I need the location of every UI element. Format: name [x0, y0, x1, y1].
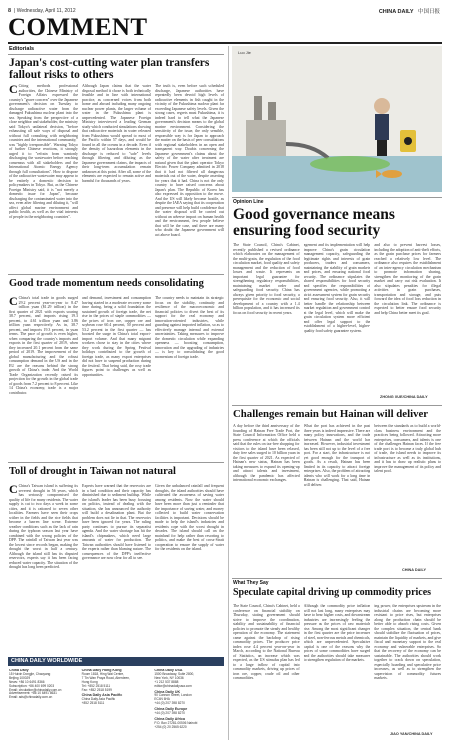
plant-building [246, 120, 286, 156]
contact-line: Room 1818, Hing Wai Centre, [81, 671, 125, 676]
contact-line: +254 (0) 20 2565 6220 [154, 724, 187, 729]
taiwan-rule [8, 462, 224, 463]
contact-line: +44 (0) 207 398 8270 [154, 701, 185, 706]
contact-line: 1500 Broadway, Suite 2800, [154, 671, 195, 676]
footer-contacts [9, 669, 224, 741]
header-rule [8, 42, 442, 44]
headline: Toll of drought in Taiwan not natural [9, 466, 176, 477]
contact-title: China Daily Europe [154, 707, 188, 712]
contact-title: China Daily Africa [154, 716, 185, 721]
body-col-3: and also to prevent harvest losses, including the adoption of anti-theft efforts, as the grain purchase prices for farmers reached a relatively low level. The ordinance also requires the establishment of an inter-agency circulation mechanism to promote information sharing, strengthen the monitoring of the grain market and carry out risk evaluation. It also stipulates penalties for illegal activities in grain purchases, transportation and storage, and puts forward the idea of food loss reduction in the circulation link. The ordinance is expected to better ensure food security and help China better meet its goal. [374, 243, 442, 315]
hainan-rule [232, 405, 442, 406]
contamination-plume [310, 156, 390, 172]
contact-line: Tel: +852 2518 5111 [81, 683, 111, 688]
contact-line: Email: circulation@chinadaily.com.cn [9, 687, 62, 692]
footer-bar [8, 657, 224, 666]
headline: Japan's cost-cutting water plan transfers fallout risks to others [9, 57, 210, 82]
figure-body [375, 114, 389, 140]
brand-text: CHINA DAILY [378, 9, 414, 15]
contact-line: editor@chinadailyusa.com [154, 683, 192, 688]
page-number: 8 [8, 8, 12, 14]
trade-rule [8, 274, 224, 275]
contact-line: Subscription: +86 400 699 0203 [9, 683, 55, 688]
article-taiwan-body [9, 484, 224, 652]
article-trade [9, 278, 224, 289]
article-hainan [233, 409, 441, 420]
contact-line: New York, NY 10036 [154, 675, 184, 680]
dropcap: C [9, 296, 18, 308]
headline: Challenges remain but Hainan will deliver [233, 408, 429, 420]
contact-line: Email: ads@chinadaily.com.cn [9, 695, 53, 700]
cartoon-panel [232, 46, 442, 192]
contact-line: Advertisement: +86 10 6491 8631 [9, 691, 57, 696]
editorials-label: Editorials [9, 46, 35, 52]
fish [382, 170, 402, 178]
body-col-1: C China's Taiwan island is suffering its severest drought in 56 years, which has seriously compromised the quality of life for many residents. The water supply is cut to two days a week in some cities, and it is rationed to seven other localities. Farmers have seen their crops wither in the fields and the rice fields that become a barren line scene. Extreme weather conditions such as the lack of rain during the typhoon season last year have combined with the wrong policies of the DPP. The rainfall of Taiwan last year was the lowest since records began, making the drought the worst in half a century. Although the island still has its disputed reservoirs, experts say it has been facing reduced water capacity. The situation of the drought has long been predicted. [9, 484, 78, 569]
contact-line: +852 2518 5111 [81, 701, 105, 706]
plant-tower-2 [268, 102, 276, 120]
contact-title: China Daily UK [154, 689, 181, 694]
contact-line: Fax: +852 2518 5199 [81, 687, 112, 692]
footer-col [154, 669, 224, 741]
discharge-pipe [286, 144, 328, 158]
cartoon-credit: Luo Jie [238, 50, 251, 55]
article-japan-water-body [9, 84, 224, 269]
masthead-brand [379, 7, 440, 15]
contact-line: EC4N 6HA [154, 697, 170, 702]
contact-title: China Daily Hong Kong [81, 669, 122, 672]
byline: ZHONG XUE/CHINA DAILY [380, 395, 428, 399]
body-col-3: Given the unbalanced rainfall and frequent droughts, the island authorities should have cultivated the awareness of saving water among residents. Now the water should have been more than just a reminder that the importance of saving water, and money collected to build water conservation facilities is important. Decisions should be made to help the island's industries and residents cope with the worst drought in decades. The island should call on the mainland for help rather than resorting to politics, and make the best of cross-Strait cooperation to ensure the supply of water for the residents on the island. [155, 484, 224, 551]
contact-line: +1 212 537 8888 [154, 679, 179, 684]
figure-head [374, 98, 390, 114]
contact-line: 90 Cannon Street, London [154, 693, 192, 698]
plant-tower [254, 96, 262, 120]
article-food-security-body [233, 243, 441, 401]
body-col-2: Experts have warned that the reservoirs are in a bad condition and their capacity has diminished due to sediment buildup. While the island's leader has been busy focusing on politics, instead of dealing with the situation, she has announced the authority will build a desalination plant. But the problem does not lie in that. The reservoirs have been ignored for years. The ruling party continues to pursue its separatist agenda. And the water shortage has hit the island's chipmakers, which need large amounts of water for production. The Taiwan authorities should have listened to the experts rather than blaming nature. The consequences of the DPP's ineffective governance are now clear for all to see. [82, 484, 151, 560]
what-they-say-label: What They Say [233, 580, 269, 586]
body-col-1: The State Council, China's Cabinet, recently published a revised ordinance which elaborates on the management of the multi-grain, the regulation of the food circulation market, food quality and safety management and the reduction of food losses and waste. It represents an important legal guarantee for strengthening regulatory responsibilities, maintaining market order and safeguarding food security. China has always given priority to food security, a prerequisite for the economic and social development of a country with a 1.4 billion population, and it has increased its focus on food security in recent years. [233, 243, 300, 315]
what-they-say-rule [232, 578, 442, 579]
body-col-1: C Citing methods professional authorities, the Chinese Ministry of Foreign Affairs expressed the country's "grave concern" over the Japanese government's decision on Tuesday to discharge radioactive water from the damaged Fukushima nuclear plant into the sea. Speaking from the perspective of a close neighbor and stakeholder, the ministry said Tokyo's unilateral decision, "before exhausting all safe ways of disposal and without full consulting with neighboring countries and the international community," was "highly irresponsible". Warning Tokyo of further Chinese reactions, it strongly urged it to "refrain from wantonly discharging the wastewater before reaching consensus with all stakeholders and the International Atomic Energy Agency through full consultations". How to dispose of the radioactive wastewater may appear to be entirely a domestic decision to policymakers in Tokyo. But, as the Chinese Foreign Ministry said, it is "not merely a domestic issue for Japan", because discharging the contaminated water into the sea, even after filtering and diluting it, "will affect global marine environment and public health, as well as the vital interests of people in the neighboring countries". [9, 84, 78, 219]
footer-col [82, 669, 152, 741]
contact-line: Beijing 100029 [9, 675, 31, 680]
opinion-line-label: Opinion Line [233, 199, 264, 205]
headline: Good governance means ensuring food security [233, 206, 395, 240]
contact-line: China Daily Asia Pacific [81, 697, 116, 702]
article-speculative-capital [233, 588, 441, 599]
contact-title: China Daily USA [154, 669, 183, 672]
contact-line: News: +86 10 6491 8366 [9, 679, 45, 684]
body-col-2: Although Japan claims that the water disposal method it chose is both technically feasible and in line with international practice, as concerned voices from both home and abroad including many ongoing nuclear power plants, the larger volume of water in the Fukushima plant is unprecedented. The Japanese Foreign Ministry interviewed a leading German study which conducted simulations showing that radioactive materials in water released from Fukushima would spread to most of the Pacific within 57 days, and would be found in all the oceans in a decade. Even if the density of hazardous elements in the discharge is reduced to "safe" levels through filtering and diluting as the Japanese government claims, the impacts of their long-term accumulation remain unknown at this point. After all, some of the elements are expected to remain active and harmful for thousands of years. [82, 84, 151, 183]
article-trade-body [9, 296, 224, 458]
date-line: | Wednesday, April 11, 2012 [14, 8, 76, 14]
body-col-2: agement and its implementation will help improve China's grain circulation management capacity, safeguarding the legitimate rights and interests of grain producers, traders and consumers, maintaining the stability of grain markets and prices, and ensuring national food security. The ordinance stipulates the shared responsibilities for food security and specifies the responsibilities of government agencies, while promoting a strict assessment system for grain security and ensuring food security. Also, it will better handle the relationship between market regulation and government control at the legal level, which will make the grain circulation system more efficient and offer legal support to the establishment of a higher-level, higher-quality food safety guarantee system. [303, 243, 371, 333]
body-col-3: The truth is, even before such scheduled discharge, Japanese authorities have repeatedly been devoid high levels of radioactive elements in fish caught in the vicinity of the Fukushima nuclear plant far exceeding Japanese safety levels. Given the strong cases, regrets must Fukushima, it is indeed hard to tell what the Japanese government's decision means to the global marine environment. Considering the sensitivity of the issue, the only sensible, responsible way is for Japan to approach the matter on the basis of peer consultations with regional stakeholders in an open and transparent way. Doubts concerning the Japanese government's claims about the safety of the water after treatment are natural given that the plant operator Tokyo Electric Power Company admitted in 2018 that it had not filtered all dangerous materials out of the water, despite asserting for years that it had. China is not the only country to have raised concerns about Japan's plan. The Republic of Korea has also expressed its opposition to the move. And the US will likely become hostile, as despite the IAEA saying that its cooperation and presence will help build confidence that the water disposal will be carried out without an adverse impact on human health and the environment, few people believe that will be the case, and there are many who doubt the Japanese government will act above board. [155, 84, 224, 237]
body-col-2: What the port has achieved in the past three years is indeed impressive. There are many policy innovations, and the trade between Hainan and the world has increased. However, industrial investment has been still not up to the level of a free port. For a start, the infrastructure is not yet good enough for the transport of goods. As a result, Hainan has been limited in its capacity to attract foreign enterprises. Also, the problem of attracting talents who will work for a long time in Hainan is challenging. That said, Hainan will deliver. [303, 424, 371, 487]
contact-title: China Daily Asia Pacific [81, 693, 123, 698]
contact-title: China Daily [9, 669, 29, 672]
headline: Good trade momentum needs consolidating [9, 278, 204, 289]
byline: JIAO YAN/CHINA DAILY [390, 732, 433, 736]
byline: CHINA DAILY [402, 568, 426, 572]
footer-brand: CHINA DAILY WORLDWIDE [11, 658, 83, 664]
dropcap: C [9, 84, 18, 96]
body-col-2: Although the commodity price inflation will not last long, many enterprises may have to bear higher costs, and downstream industries are increasingly feeling the pressure as the prices of raw materials rise. Among the most significant changes in the first quarter are the price increases of steel, non-ferrous metals and chemicals, which are unprecedented. Speculative capital is one of the reasons why the prices of some commodities have surged and the authorities should take measures to strengthen regulation of the markets. [303, 604, 371, 662]
article-japan-water [9, 57, 224, 81]
body-col-2: and demand, investment and consumption having started in a moderate recovery some time during, being a solid foundation the sustained growth of foreign trade, the net rise in the prices of staple commodities — the prices of iron ore, copper ore and soybean rose 60.4 percent, 50 percent and 53.2 percent in the first quarter — has boosted the surge in China's total export-import volume. And that many migrant workers chose to stay in the cities where they work during the Spring Festival holidays contributed to the growth of foreign trade, as many export enterprises did not have to suspend production during the festival. That being said, the rosy trade figures point to challenges as well as opportunities. [82, 296, 151, 377]
body-col-1: C China's total trade in goods surged 29.2 percent year-on-year to 8.47 trillion yuan ($1.29 trillion) in the first quarter of 2021 with exports soaring 38.7 percent, and imports rising 19.3 percent, to 4.61 trillion yuan and 3.86 trillion yuan respectively. As in, 38.7 percent, and imports 19.3 percent, in yuan terms. The pace of growth is even higher, when comparing the country's imports and exports in the first quarter of 2019, when they increased 20.1 percent from the same period of 2019. The improvement of the global manufacturing and the robust consumption demand in the US and in the EU are the reasons behind the strong growth of China's trade. And the World Trade Organization recently raised its projection for the growth in the global trade of goods from 7.2 percent to 8 percent. Like 14 China's economy, trade is a major contributor. [9, 296, 78, 395]
article-taiwan [9, 466, 224, 477]
column-divider [228, 46, 229, 740]
section-title: COMMENT [8, 14, 148, 41]
dropcap: C [9, 484, 18, 496]
contact-line: +44 (0) 207 398 8270 [154, 711, 185, 716]
contact-line: 15 Huixin Dongjie, Chaoyang [9, 671, 51, 676]
footer-col [9, 669, 79, 741]
body-col-3: between the standards as to build a world-class business environment and the practices being followed. Attracting more enterprises, consumers, and talents is one of the challenges Hainan faces. If the free trade port is to become a truly global hub of trade, the island needs to improve its infrastructure as well as its institutions, and it has to draw up realistic plans to improve the management of its policy and talent pool. [374, 424, 442, 473]
radiation-mark [404, 137, 412, 145]
brand-cn-text: 中国日报 [417, 9, 440, 15]
cartoon-illustration [232, 46, 442, 192]
body-col-3: The country needs to maintain its strategic focus on the stability, continuity and resilience of the macroeconomic and financial policies to divert the best of its support for the real economy and innovation-oriented industries, while guarding against imported inflation, so as to effectively manage internal and external uncertainties. Taking measures to improve the domestic circulation while expanding openness — boosting consumption, innovation and the upgrading of industries — is key to consolidating the good momentum of foreign trade. [155, 296, 224, 359]
contact-line: Hong Kong [81, 679, 98, 684]
figure-legs [377, 140, 387, 156]
contact-line: 7 Tin Wan Praya Road, Aberdeen, [81, 675, 130, 680]
article-hainan-body [233, 424, 441, 574]
article-food-security [233, 207, 441, 240]
headline: Speculate capital driving up commodity prices [233, 587, 432, 598]
article-speculative-body [233, 604, 441, 737]
contact-line: P.O. Box 27281-00506 Nairobi [154, 720, 198, 725]
body-col-1: The State Council, China's Cabinet, held a conference on financial stability on Thursday, stating government should strive to improve the coordination, stability and sustainability of financial policies to promote the steady and healthy operation of the economy. The statement came against the backdrop of rising commodity prices. The producer price index rose 4.4 percent year-on-year in March, according to the National Bureau of Statistics, an increase which was expected, as the US stimulus plan has led to a large inflow of capital into commodity markets, driving up prices of iron ore, copper, crude oil and other commodities. [233, 604, 300, 680]
body-col-1: A day before the third anniversary of the founding of Hainan Free Trade Port, the State Council Information Office held a press conference at which the officials said that the rules on tax-free shopping for visitors to the island have been relaxed, duty free sales surged to 10 billion yuan in the first quarter of 2021. As expected of Hainan's new status, Hainan has been taking measures to expand its opening-up and attract talents and investment, although the pandemic has affected international economic exchanges. [233, 424, 300, 482]
editorials-rule [8, 54, 224, 55]
body-col-3: ing power, the enterprises upstream in the industrial chains are becoming more resistant to price rises, but enterprises along the production chain should be better able to absorb rising costs. Given the complex situation, the central bank should stabilize the fluctuation of prices, maintain the liquidity of markets, and give fiscal and monetary support to the real economy and vulnerable enterprises. So that the recovery of the economy can be sustainable. The authorities should work together to crack down on speculation, especially hoarding and speculative price increases, as well as to strengthen the supervision of commodity futures markets. [374, 604, 442, 680]
opinion-rule-top [232, 197, 442, 198]
